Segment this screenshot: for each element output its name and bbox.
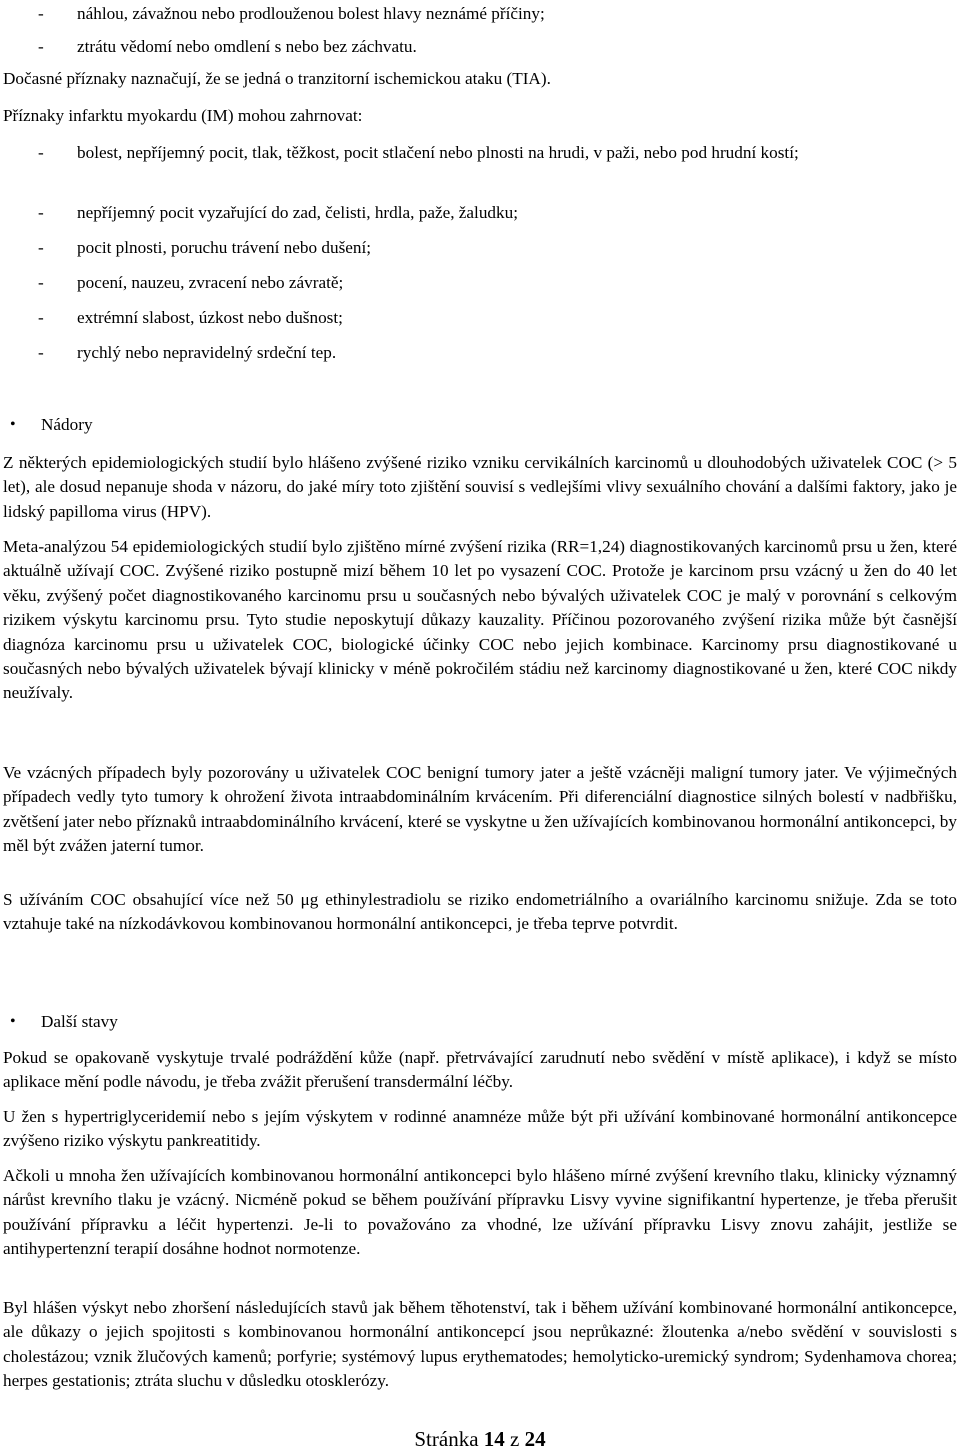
page-number: 14 — [483, 1427, 505, 1451]
paragraph: Ve vzácných případech byly pozorovány u uživatelek COC benigní tumory jater a ještě vzácněji maligní tumory jater. Ve výjimečných případech vedly tyto tumory k ohrožení života intraabdominálním krvácením. Při diferenciální diagnostice silných bolestí v nadbřišku, zvětšení jater nebo příznaků intraabdominálního krvácení, které se vyskytne u žen užívajících kombinovanou hormonální antikoncepci, by měl být zvážen jaterní tumor. — [3, 763, 957, 856]
paragraph: U žen s hypertriglyceridemií nebo s jejím výskytem v rodinné anamnéze může být při užívání kombinované hormonální antikoncepce zvýšeno riziko výskytu pankreatitidy. — [3, 1107, 957, 1151]
page-label: Stránka — [414, 1427, 479, 1451]
list-item — [3, 35, 960, 59]
list-item-text: náhlou, závažnou nebo prodlouženou bolest hlavy neznámé příčiny; — [77, 4, 545, 23]
im-symptom-item — [3, 341, 960, 365]
im-symptom-text: rychlý nebo nepravidelný srdeční tep. — [77, 343, 337, 362]
dash-marker: - — [38, 238, 44, 257]
bullet-marker: • — [10, 416, 16, 433]
page-footer — [3, 1427, 957, 1451]
section-heading-text: Další stavy — [41, 1012, 118, 1031]
paragraph: Z některých epidemiologických studií bylo hlášeno zvýšené riziko vzniku cervikálních karcinomů u dlouhodobých uživatelek COC (> 5 let), ale dosud nepanuje shoda v názoru, do jaké míry toto zjištění souvisí s vedlejšími vlivy sexuálního chování a dalšími faktory, jako je lidský papilloma virus (HPV). — [3, 453, 957, 521]
im-symptom-text: nepříjemný pocit vyzařující do zad, čelisti, hrdla, paže, žaludku; — [77, 203, 518, 222]
dash-marker: - — [38, 37, 44, 56]
im-symptom-item — [3, 306, 960, 330]
page-of: z — [510, 1427, 520, 1451]
dash-marker: - — [38, 308, 44, 327]
im-intro: Příznaky infarktu myokardu (IM) mohou zahrnovat: — [3, 106, 363, 125]
bullet-marker: • — [10, 1013, 16, 1030]
page-total: 24 — [524, 1427, 546, 1451]
section-heading-text: Nádory — [41, 415, 93, 434]
paragraph: S užíváním COC obsahující více než 50 μg ethinylestradiolu se riziko endometriálního a ovariálního karcinomu snižuje. Zda se toto vztahuje také na nízkodávkovou kombinovanou hormonální antikoncepci, je třeba teprve potvrdit. — [3, 890, 957, 934]
im-symptom-item — [3, 141, 957, 165]
section-heading-nadory — [3, 413, 93, 437]
im-symptom-item — [3, 201, 960, 225]
im-symptom-item — [3, 271, 960, 295]
dash-marker: - — [38, 203, 44, 222]
paragraph: Byl hlášen výskyt nebo zhoršení následujících stavů jak během těhotenství, tak i během užívání kombinované hormonální antikoncepce, ale důkazy o jejich spojitosti s kombinovanou hormonální antikoncepcí jsou neprůkazné: žloutenka a/nebo svědění v souvislosti s cholestázou; vznik žlučových kamenů; porfyrie; systémový lupus erythematodes; hemolyticko-uremický syndrom; Sydenhamova chorea; herpes gestationis; ztráta sluchu v důsledku otosklerózy. — [3, 1298, 957, 1391]
dash-marker: - — [38, 143, 44, 162]
im-symptom-text: bolest, nepříjemný pocit, tlak, těžkost, pocit stlačení nebo plnosti na hrudi, v paži, nebo pod hrudní kostí; — [77, 143, 799, 162]
section-heading-dalsi — [3, 1010, 118, 1034]
list-item-text: ztrátu vědomí nebo omdlení s nebo bez záchvatu. — [77, 37, 417, 56]
im-symptom-text: pocit plnosti, poruchu trávení nebo dušení; — [77, 238, 372, 257]
im-symptom-item — [3, 236, 960, 260]
paragraph: Ačkoli u mnoha žen užívajících kombinovanou hormonální antikoncepci bylo hlášeno mírné zvýšení krevního tlaku, klinicky významný nárůst krevního tlaku je vzácný. Nicméně pokud se během používání přípravku Lisvy vyvine signifikantní hypertenze, je třeba přerušit používání přípravku a léčit hypertenzi. Je-li to považováno za vhodné, lze užívání přípravku Lisvy znovu zahájit, jestliže se antihypertenzní terapií dosáhne hodnot normotenze. — [3, 1166, 957, 1259]
list-item — [3, 2, 960, 26]
im-symptom-text: pocení, nauzeu, zvracení nebo závratě; — [77, 273, 344, 292]
tia-note: Dočasné příznaky naznačují, že se jedná o tranzitorní ischemickou ataku (TIA). — [3, 69, 551, 88]
paragraph: Pokud se opakovaně vyskytuje trvalé podráždění kůže (např. přetrvávající zarudnutí nebo svědění v místě aplikace), i když se místo aplikace mění podle návodu, je třeba zvážit přerušení transdermální léčby. — [3, 1048, 957, 1092]
dash-marker: - — [38, 273, 44, 292]
dash-marker: - — [38, 4, 44, 23]
paragraph: Meta-analýzou 54 epidemiologických studií bylo zjištěno mírné zvýšení rizika (RR=1,24) diagnostikovaných karcinomů prsu u žen, které aktuálně užívají COC. Zvýšené riziko postupně mizí během 10 let po vysazení COC. Protože je karcinom prsu vzácný u žen do 40 let věku, zvýšený počet diagnostikovaného karcinomu prsu u současných nebo bývalých uživatelek COC je malý v porovnání s celkovým rizikem výskytu karcinomu prsu. Tyto studie neposkytují důkazy kauzality. Příčinou pozorovaného zvýšení rizika může být časnější diagnóza karcinomu prsu u uživatelek COC, biologické účinky COC nebo jejich kombinace. Karcinomy prsu diagnostikované u současných nebo bývalých uživatelek bývají klinicky v méně pokročilém stádiu než karcinomy diagnostikované u žen, které COC nikdy neužívaly. — [3, 537, 957, 703]
im-symptom-text: extrémní slabost, úzkost nebo dušnost; — [77, 308, 343, 327]
dash-marker: - — [38, 343, 44, 362]
